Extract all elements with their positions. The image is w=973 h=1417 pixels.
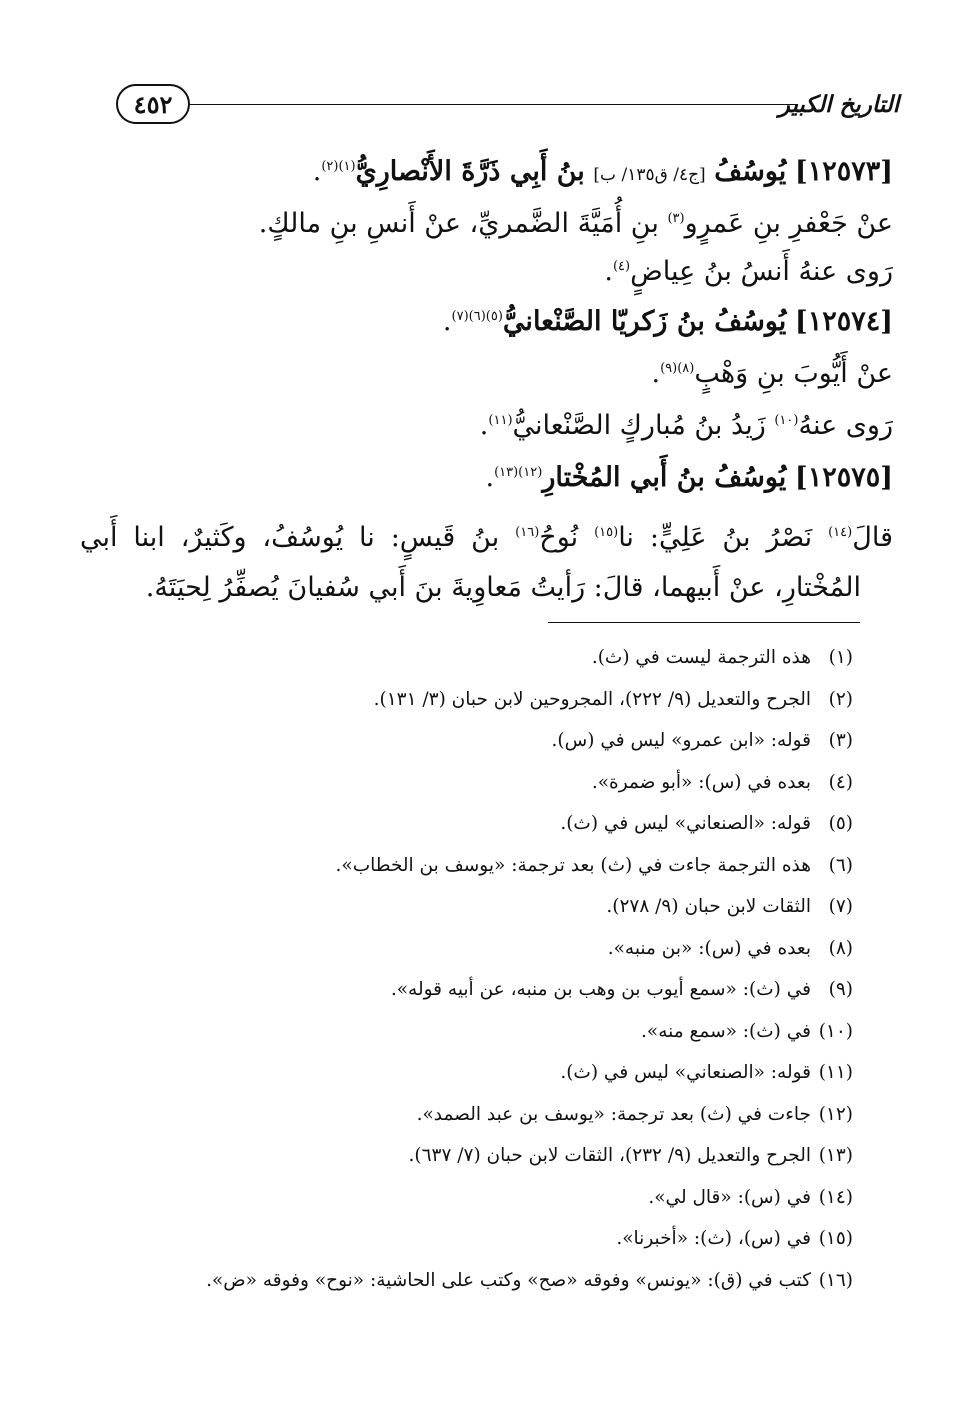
footnote — [616, 1225, 853, 1253]
para-part: بنُ قَيسٍ: نا يُوسُفُ، وكَثيرٌ، ابنا أَبي — [80, 522, 500, 553]
page-number-badge — [116, 84, 190, 124]
entry-line — [651, 352, 893, 396]
book-title: التاريخ الكبير — [778, 90, 900, 118]
entry-number: [١٢٥٧٣] — [794, 156, 893, 187]
entry-number: [١٢٥٧٤] — [794, 306, 893, 337]
footnote — [592, 644, 853, 672]
footnote — [606, 893, 853, 921]
entry-name: يُوسُفُ بنُ زَكريّا الصَّنْعانيُّ — [502, 306, 787, 337]
entry-line — [604, 250, 893, 294]
entry-name: يُوسُفُ — [714, 156, 787, 187]
footnote-text: كتب في (ق): «يونس» وفوقه «صح» وكتب على الحاشية: «نوح» وفوقه «ض». — [206, 1270, 811, 1291]
entry-name-rest: بنُ أَبِي ذَرَّةَ الأَنْصارِيُّ — [355, 156, 585, 187]
footnote-number: (٣) — [828, 730, 853, 751]
footnote-text: في (ث): «سمع أيوب بن وهب بن منبه، عن أبيه قوله». — [390, 979, 811, 1000]
line-text: رَوى عنهُ أَنسُ بنُ عِياضٍ — [630, 256, 893, 287]
entry-heading: [١٢٥٧٤] يُوسُفُ بنُ زَكريّا الصَّنْعانيُّ$^{(٥)(٦)(٧)}$. — [442, 306, 893, 337]
footnote — [552, 727, 853, 755]
footnote-markers: (٥)(٦)(٧) — [451, 309, 503, 324]
footnote-number: (١٤) — [818, 1187, 853, 1208]
footnote-number: (١٢) — [818, 1104, 853, 1125]
footnote-separator — [548, 622, 860, 623]
line-text-rest: زَيدُ بنُ مُباركٍ الصَّنْعانيُّ — [512, 410, 766, 441]
footnote — [336, 852, 853, 880]
footnote-marker: (١٦) — [515, 525, 540, 540]
footnote — [608, 935, 853, 963]
entry-line — [259, 202, 893, 246]
footnote-number: (٦) — [828, 855, 853, 876]
footnote — [592, 769, 853, 797]
line-text: عنْ أَيُّوبَ بنِ وَهْبٍ — [694, 358, 893, 389]
footnote-text: الجرح والتعديل (٩/ ٢٣٢)، الثقات لابن حبان (٧/ ٦٣٧). — [408, 1145, 811, 1166]
footnote-marker: (٣) — [667, 211, 685, 226]
footnote-text: جاءت في (ث) بعد ترجمة: «يوسف بن عبد الصمد». — [416, 1104, 811, 1125]
footnote-text: قوله: «ابن عمرو» ليس في (س). — [551, 730, 811, 751]
line-text-end: . — [479, 410, 489, 441]
footnote-number: (٩) — [828, 979, 853, 1000]
footnote-number: (٥) — [828, 813, 853, 834]
line-text-rest: بنِ أُمَيَّةَ الضَّمريِّ، عنْ أَنسِ بنِ مالكٍ. — [258, 208, 659, 239]
entry-number: [١٢٥٧٥] — [794, 462, 893, 493]
footnote — [560, 1059, 853, 1087]
entry-line — [480, 404, 893, 448]
footnote — [560, 810, 853, 838]
footnote-text: قوله: «الصنعاني» ليس في (ث). — [560, 813, 811, 834]
footnote-marker: (١٠) — [774, 413, 799, 428]
footnote — [641, 1018, 853, 1046]
footnote-marker: (١٥) — [594, 525, 619, 540]
footnote — [374, 686, 853, 714]
footnote — [391, 976, 853, 1004]
line-text: عنْ جَعْفرِ بنِ عَمرٍو — [684, 208, 893, 239]
footnote-number: (١) — [828, 647, 853, 668]
footnote-text: في (س): «قال لي». — [648, 1187, 811, 1208]
footnote-markers: (١)(٢) — [321, 159, 356, 174]
line-text: رَوى عنهُ — [798, 410, 893, 441]
footnote-text: بعده في (س): «أبو ضمرة». — [591, 772, 811, 793]
footnote-number: (١١) — [818, 1062, 853, 1083]
footnote — [408, 1142, 853, 1170]
footnote-text: بعده في (س): «بن منبه». — [607, 938, 811, 959]
entry-paragraph-line — [80, 516, 893, 560]
manuscript-reference: [ج٤/ ق١٣٥/ ب] — [593, 165, 706, 185]
page-number: ٤٥٢ — [133, 89, 173, 119]
header-rule — [190, 104, 798, 105]
footnote-text: قوله: «الصنعاني» ليس في (ث). — [560, 1062, 811, 1083]
para-part: نُوحُ — [539, 522, 579, 553]
para-part: قالَ — [852, 522, 893, 553]
footnote-text: الجرح والتعديل (٩/ ٢٢٢)، المجروحين لابن حبان (٣/ ١٣١). — [373, 689, 811, 710]
line-text-rest: . — [604, 256, 613, 287]
entry-name: يُوسُفُ بنُ أَبي المُخْتارِ — [542, 462, 787, 493]
footnote-text: في (س)، (ث): «أخبرنا». — [616, 1228, 811, 1249]
footnote — [648, 1184, 853, 1212]
footnote-number: (٤) — [828, 772, 853, 793]
footnote-number: (٧) — [828, 896, 853, 917]
para-part: نَصْرُ بنُ عَلِيٍّ: نا — [618, 522, 813, 553]
footnote — [206, 1267, 853, 1295]
footnote-marker: (٤) — [612, 259, 631, 274]
footnote-marker: (١١) — [488, 413, 513, 428]
footnote-number: (١٠) — [818, 1021, 853, 1042]
footnote-number: (١٥) — [818, 1228, 853, 1249]
entry-paragraph-line — [146, 566, 861, 610]
entry-heading: [١٢٥٧٣] يُوسُفُ [ج٤/ ق١٣٥/ ب] بنُ أَبِي ذَرَّةَ الأَنْصارِيُّ$^{(١)(٢)}$. — [312, 156, 893, 187]
footnote-marker: (٨)(٩) — [660, 361, 695, 376]
footnote-number: (١٣) — [818, 1145, 853, 1166]
line-text-rest: . — [651, 358, 661, 389]
footnote-marker: (١٤) — [828, 525, 853, 540]
entry-heading: [١٢٥٧٥] يُوسُفُ بنُ أَبي المُخْتارِ$^{(١٢)(١٣)}$. — [485, 462, 893, 493]
footnote-number: (٢) — [828, 689, 853, 710]
footnote-text: الثقات لابن حبان (٩/ ٢٧٨). — [606, 896, 811, 917]
footnote-text: هذه الترجمة ليست في (ث). — [591, 647, 811, 668]
footnote-markers: (١٢)(١٣) — [494, 465, 543, 480]
footnote-number: (١٦) — [818, 1270, 853, 1291]
footnote-number: (٨) — [828, 938, 853, 959]
footnote — [417, 1101, 853, 1129]
footnote-text: في (ث): «سمع منه». — [641, 1021, 811, 1042]
footnote-text: هذه الترجمة جاءت في (ث) بعد ترجمة: «يوسف بن الخطاب». — [335, 855, 811, 876]
para-line-2: المُخْتارِ، عنْ أَبيهما، قالَ: رَأيتُ مَعاوِيةَ بنَ أَبي سُفيانَ يُصفِّرُ لِحيَتَهُ. — [145, 572, 861, 603]
